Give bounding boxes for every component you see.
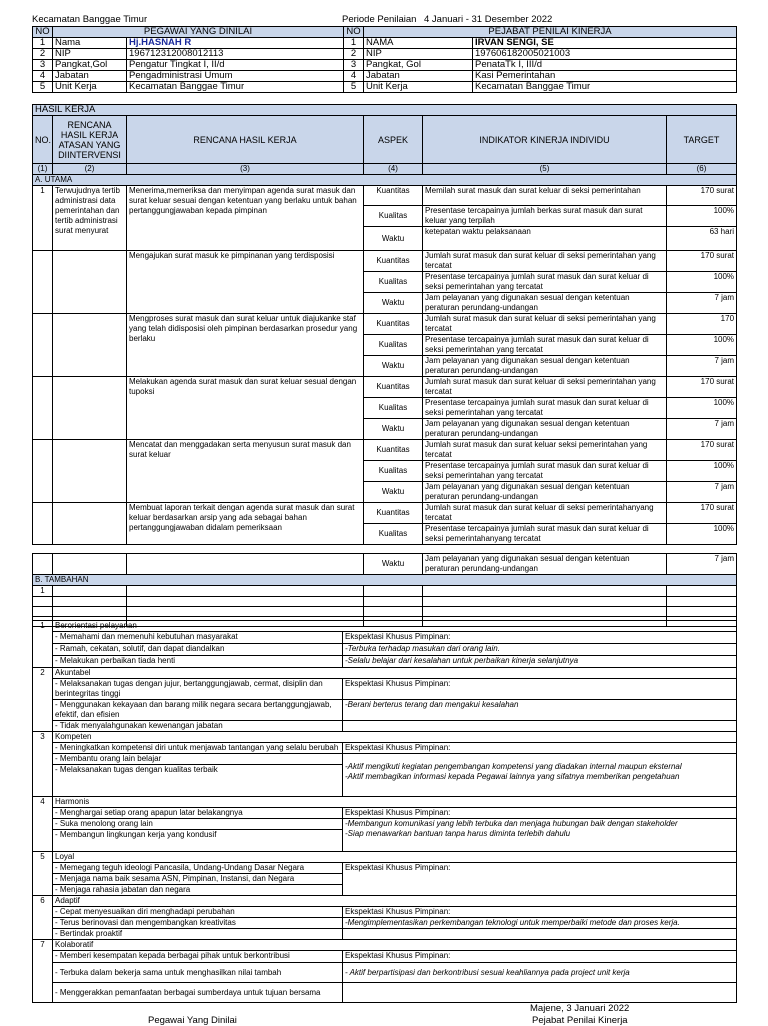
expectation-line: -Aktif mengikuti kegiatan pengembangan kompetensi yang diadakan internal maupun eksternal (345, 762, 682, 771)
place-date: Majene, 3 Januari 2022 (530, 1003, 630, 1014)
col-number: (4) (364, 164, 423, 175)
behavior-point: - Menggerakkan pemanfaatan berbagai sumberdaya untuk tujuan bersama (53, 983, 343, 1003)
aspek-cell: Kualitas (364, 398, 423, 419)
hasil-kerja-table (32, 104, 737, 627)
aspek-cell: Waktu (364, 419, 423, 440)
field-label: Unit Kerja (53, 82, 127, 93)
rencana-hasil-kerja: Membuat laporan terkait dengan agenda surat masuk dan surat keluar berdasarkan arsip yang ada sebagai bahan pertanggungjawaban didalam pemeriksaan (127, 503, 364, 545)
target-cell: 170 surat (667, 503, 737, 524)
expectation-text: -Terbuka terhadap masukan dari orang lain. (343, 644, 737, 656)
target-cell: 170 surat (667, 377, 737, 398)
behavior-number: 1 (33, 621, 53, 668)
employee-position: Pengadministrasi Umum (127, 71, 344, 82)
target-cell: 170 surat (667, 251, 737, 272)
behavior-point: - Memahami dan memenuhi kebutuhan masyarakat (53, 632, 343, 644)
field-label: NIP (53, 49, 127, 60)
expectation-text: -Selalu belajar dari kesalahan untuk perbaikan kinerja selanjutnya (343, 656, 737, 668)
appraiser-rank: PenataTk I, III/d (473, 60, 737, 71)
indikator-cell: Jam pelayanan yang digunakan sesual dengan ketentuan peraturan perundang-undangan (423, 482, 667, 503)
identity-table (32, 26, 737, 93)
rencana-hasil-kerja: Mengproses surat masuk dan surat keluar untuk diajukanke staf yang telah didisposisi oleh pimpinan berdasarkan prosedur yang berlaku (127, 314, 364, 377)
employee-rank: Pengatur Tingkat I, II/d (127, 60, 344, 71)
indikator-cell: Jumlah surat masuk dan surat keluar seksi pemerintahan yang tercatat (423, 440, 667, 461)
target-cell: 100% (667, 524, 737, 545)
period-label: Periode Penilaian (342, 14, 417, 25)
row-number: 1 (344, 38, 364, 49)
hasil-kerja-title: HASIL KERJA (33, 105, 737, 116)
target-cell: 100% (667, 335, 737, 356)
behavior-point: - Membantu orang lain belajar (53, 754, 343, 765)
expectation-text (343, 819, 737, 852)
indikator-cell: Jumlah surat masuk dan surat keluar di seksi pemerintahan yang tercatat (423, 377, 667, 398)
target-cell: 170 surat (667, 440, 737, 461)
appraiser-unit: Kecamatan Banggae Timur (473, 82, 737, 93)
behavior-point: - Memberi kesempatan kepada berbagai pihak untuk berkontribusi (53, 951, 343, 963)
expectation-text: - Aktif berpartisipasi dan berkontribusi sesuai keahliannya pada project unit kerja (343, 963, 737, 983)
row-number: 4 (33, 71, 53, 82)
col-no: NO. (33, 116, 53, 164)
no-header: NO (344, 27, 364, 38)
col-number: (2) (53, 164, 127, 175)
employee-nip: 196712312008012113 (127, 49, 344, 60)
indikator-cell: Presentase tercapainya jumlah surat masuk dan surat keluar di seksi pemerintahan yang tercatat (423, 335, 667, 356)
behavior-point: - Bertindak proaktif (53, 929, 343, 940)
employee-name: Hj.HASNAH R (127, 38, 344, 49)
employee-unit: Kecamatan Banggae Timur (127, 82, 344, 93)
indikator-cell: Presentase tercapainya jumlah surat masuk dan surat keluar di seksi pemerintahan yang tercatat (423, 272, 667, 293)
expectation-label: Ekspektasi Khusus Pimpinan: (343, 808, 737, 819)
indikator-cell: Presentase tercapainya jumlah berkas surat masuk dan surat keluar yang terpilah (423, 206, 667, 227)
appraiser-heading: PEJABAT PENILAI KINERJA (364, 27, 737, 38)
behavior-point: - Menjaga rahasia jabatan dan negara (53, 885, 343, 896)
aspek-cell: Kuantitas (364, 440, 423, 461)
target-cell: 170 (667, 314, 737, 335)
behavior-point: - Melakukan perbaikan tiada henti (53, 656, 343, 668)
expectation-label: Ekspektasi Khusus Pimpinan: (343, 863, 737, 896)
target-cell: 100% (667, 206, 737, 227)
aspek-cell: Kualitas (364, 206, 423, 227)
aspek-cell: Kualitas (364, 272, 423, 293)
behavior-point: - Memegang teguh ideologi Pancasila, Undang-Undang Dasar Negara (53, 863, 343, 874)
behavior-number: 4 (33, 797, 53, 852)
row-number: 5 (33, 82, 53, 93)
aspek-cell: Kuantitas (364, 186, 423, 206)
expectation-label: Ekspektasi Khusus Pimpinan: (343, 951, 737, 963)
row-number: 1 (33, 586, 53, 597)
col-aspek: ASPEK (364, 116, 423, 164)
behavior-title: Kompeten (53, 732, 737, 743)
aspek-cell: Kualitas (364, 335, 423, 356)
field-label: Jabatan (364, 71, 473, 82)
aspek-cell: Waktu (364, 482, 423, 503)
target-cell: 100% (667, 398, 737, 419)
rencana-hasil-kerja: Mengajukan surat masuk ke pimpinanan yang terdisposisi (127, 251, 364, 314)
behavior-point: - Terus berinovasi dan mengembangkan kreativitas (53, 918, 343, 929)
col-indikator: INDIKATOR KINERJA INDIVIDU (423, 116, 667, 164)
field-label: NAMA (364, 38, 473, 49)
location-label: Kecamatan Banggae Timur (32, 14, 148, 25)
target-cell: 7 jam (667, 554, 737, 575)
appraiser-nip: 197606182005021003 (473, 49, 737, 60)
row-number: 1 (33, 186, 53, 251)
behavior-number: 5 (33, 852, 53, 896)
behavior-title: Loyal (53, 852, 737, 863)
row-number: 3 (344, 60, 364, 71)
behavior-title: Berorientasi pelayanan (53, 621, 737, 632)
target-cell: 7 jam (667, 293, 737, 314)
expectation-line: -Siap menawarkan bantuan tanpa harus diminta terlebih dahulu (345, 829, 571, 838)
indikator-cell: Presentase tercapainya jumlah surat masuk dan surat keluar di seksi pemerintahan yang tercatat (423, 461, 667, 482)
behavior-point: - Menghargai setiap orang apapun latar belakangnya (53, 808, 343, 819)
row-number: 3 (33, 60, 53, 71)
behavior-point: - Menjaga nama baik sesama ASN, Pimpinan, Instansi, dan Negara (53, 874, 343, 885)
indikator-cell: Jam pelayanan yang digunakan sesual dengan ketentuan peraturan perundang-undangan (423, 356, 667, 377)
expectation-line: -Aktif membagikan informasi kepada Pegawai lainnya yang sifatnya memberikan pengetahuan (345, 772, 680, 781)
behavior-point: - Meningkatkan kompetensi diri untuk menjawab tantangan yang selalu berubah (53, 743, 343, 754)
aspek-cell: Waktu (364, 554, 423, 575)
row-number: 4 (344, 71, 364, 82)
indikator-cell: Jumlah surat masuk dan surat keluar di seksi pemerintahanyang tercatat (423, 503, 667, 524)
group-tambahan-label: B. TAMBAHAN (33, 575, 737, 586)
target-cell: 170 surat (667, 186, 737, 206)
indikator-cell: Presentase tercapainya jumlah surat masuk dan surat keluar di seksi pemerintahanyang tercatat (423, 524, 667, 545)
behavior-table (32, 620, 737, 1003)
appraiser-name: IRVAN SENGI, SE (473, 38, 737, 49)
aspek-cell: Waktu (364, 293, 423, 314)
col-number: (6) (667, 164, 737, 175)
appraiser-position: Kasi Pemerintahan (473, 71, 737, 82)
rencana-hasil-kerja: Menerima,memeriksa dan menyimpan agenda surat masuk dan surat keluar sesuai dengan ketentuan yang berlaku untuk bahan pertanggungjawaban kepada pimpinan (127, 186, 364, 251)
appraiser-signature-label: Pejabat Penilai Kinerja (532, 1015, 628, 1026)
field-label: NIP (364, 49, 473, 60)
behavior-title: Adaptif (53, 896, 737, 907)
expectation-line: -Membangun komunikasi yang lebih terbuka dan menjaga hubungan baik dengan stakeholder (345, 819, 678, 828)
indikator-cell: Presentase tercapainya jumlah surat masuk dan surat keluar di seksi pemerintahan yang tercatat (423, 398, 667, 419)
expectation-text: -Mengimplementasikan perkembangan teknologi untuk memperbaiki metode dan proses kerja. (343, 918, 737, 929)
aspek-cell: Kualitas (364, 461, 423, 482)
expectation-label: Ekspektasi Khusus Pimpinan: (343, 907, 737, 918)
row-number: 2 (344, 49, 364, 60)
behavior-point: - Cepat menyesuaikan diri menghadapi perubahan (53, 907, 343, 918)
aspek-cell: Kuantitas (364, 503, 423, 524)
rencana-hasil-kerja: Mencatat dan menggadakan serta menyusun surat masuk dan surat keluar (127, 440, 364, 503)
behavior-point: - Membangun lingkungan kerja yang kondusif (53, 830, 343, 852)
behavior-point: - Ramah, cekatan, solutif, dan dapat diandalkan (53, 644, 343, 656)
aspek-cell: Kuantitas (364, 314, 423, 335)
indikator-cell: Jumlah surat masuk dan surat keluar di seksi pemerintahan yang tercatat (423, 251, 667, 272)
col-rencana: RENCANA HASIL KERJA (127, 116, 364, 164)
target-cell: 100% (667, 461, 737, 482)
target-cell: 7 jam (667, 419, 737, 440)
rencana-hasil-kerja: Melakukan agenda surat masuk dan surat keluar sesual dengan tupoksi (127, 377, 364, 440)
aspek-cell: Waktu (364, 227, 423, 251)
no-header: NO (33, 27, 53, 38)
behavior-number: 6 (33, 896, 53, 940)
behavior-point: - Melaksanakan tugas dengan jujur, bertanggungjawab, cermat, disiplin dan berintegritas tinggi (53, 679, 343, 700)
behavior-number: 7 (33, 940, 53, 1003)
behavior-number: 3 (33, 732, 53, 797)
behavior-point: - Menggunakan kekayaan dan barang milik negara secara bertanggungjawab, efektif, dan efisien (53, 700, 343, 721)
indikator-cell: ketepatan waktu pelaksanaan (423, 227, 667, 251)
target-cell: 100% (667, 272, 737, 293)
row-number: 5 (344, 82, 364, 93)
col-target: TARGET (667, 116, 737, 164)
field-label: Unit Kerja (364, 82, 473, 93)
expectation-text: -Berani berterus terang dan mengakui kesalahan (343, 700, 737, 721)
employee-signature-label: Pegawai Yang Dinilai (148, 1015, 237, 1026)
aspek-cell: Kualitas (364, 524, 423, 545)
behavior-number: 2 (33, 668, 53, 732)
expectation-label: Ekspektasi Khusus Pimpinan: (343, 743, 737, 754)
target-cell: 7 jam (667, 482, 737, 503)
row-number: 1 (33, 38, 53, 49)
behavior-point: - Terbuka dalam bekerja sama untuk menghasilkan nilai tambah (53, 963, 343, 983)
behavior-point: - Tidak menyalahgunakan kewenangan jabatan (53, 721, 343, 732)
indikator-cell: Jam pelayanan yang digunakan sesual dengan ketentuan peraturan perundang-undangan (423, 554, 667, 575)
behavior-title: Kolaboratif (53, 940, 737, 951)
col-number: (3) (127, 164, 364, 175)
behavior-point: - Suka menolong orang lain (53, 819, 343, 830)
behavior-title: Akuntabel (53, 668, 737, 679)
indikator-cell: Memilah surat masuk dan surat keluar di seksi pemerintahan (423, 186, 667, 206)
expectation-label: Ekspektasi Khusus Pimpinan: (343, 632, 737, 644)
group-utama-label: A. UTAMA (33, 175, 737, 186)
behavior-point: - Melaksanakan tugas dengan kualitas terbaik (53, 765, 343, 797)
aspek-cell: Kuantitas (364, 251, 423, 272)
col-rencana-atasan: RENCANA HASIL KERJA ATASAN YANG DIINTERVENSI (53, 116, 127, 164)
field-label: Jabatan (53, 71, 127, 82)
target-cell: 7 jam (667, 356, 737, 377)
aspek-cell: Kuantitas (364, 377, 423, 398)
field-label: Nama (53, 38, 127, 49)
rencana-atasan: Terwujudnya tertib administrasi data pemerintahan dan tertib administrasi surat menyurat (53, 186, 127, 251)
employee-heading: PEGAWAI YANG DINILAI (53, 27, 344, 38)
field-label: Pangkat, Gol (364, 60, 473, 71)
col-number: (1) (33, 164, 53, 175)
field-label: Pangkat,Gol (53, 60, 127, 71)
indikator-cell: Jumlah surat masuk dan surat keluar di seksi pemerintahan yang tercatat (423, 314, 667, 335)
row-number: 2 (33, 49, 53, 60)
period-value: 4 Januari - 31 Desember 2022 (424, 14, 553, 25)
expectation-text (343, 754, 737, 797)
indikator-cell: Jam pelayanan yang digunakan sesual dengan ketentuan peraturan perundang-undangan (423, 419, 667, 440)
target-cell: 63 hari (667, 227, 737, 251)
behavior-title: Harmonis (53, 797, 737, 808)
col-number: (5) (423, 164, 667, 175)
aspek-cell: Waktu (364, 356, 423, 377)
expectation-label: Ekspektasi Khusus Pimpinan: (343, 679, 737, 700)
indikator-cell: Jam pelayanan yang digunakan sesual dengan ketentuan peraturan perundang-undangan (423, 293, 667, 314)
